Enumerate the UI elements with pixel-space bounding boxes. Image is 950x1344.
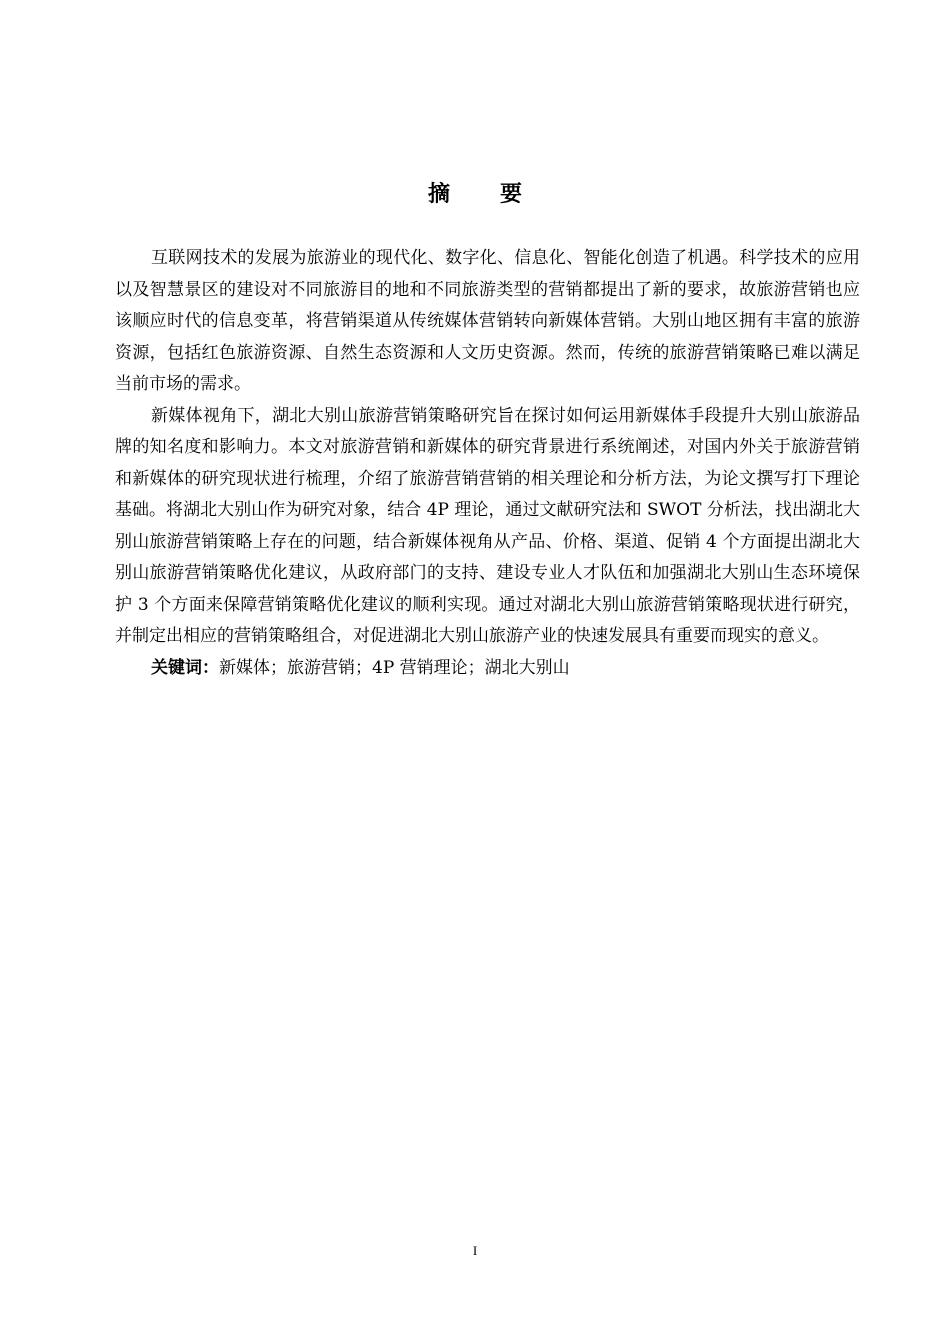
keywords-line xyxy=(115,653,860,685)
keywords-text: 新媒体；旅游营销；4P 营销理论；湖北大别山 xyxy=(219,657,570,678)
abstract-paragraph-1: 互联网技术的发展为旅游业的现代化、数字化、信息化、智能化创造了机遇。科学技术的应用以及智慧景区的建设对不同旅游目的地和不同旅游类型的营销都提出了新的要求，故旅游营销也应该顺应时代的信息变革，将营销渠道从传统媒体营销转向新媒体营销。大别山地区拥有丰富的旅游资源，包括红色旅游资源、自然生态资源和人文历史资源。然而，传统的旅游营销策略已难以满足当前市场的需求。 xyxy=(115,248,860,394)
page-number: I xyxy=(472,1243,478,1258)
abstract-title: 摘要 xyxy=(427,182,572,207)
abstract-body xyxy=(115,243,860,684)
keywords-label: 关键词： xyxy=(151,657,219,678)
abstract-paragraph-2: 新媒体视角下，湖北大别山旅游营销策略研究旨在探讨如何运用新媒体手段提升大别山旅游品牌的知名度和影响力。本文对旅游营销和新媒体的研究背景进行系统阐述，对国内外关于旅游营销和新媒体的研究现状进行梳理，介绍了旅游营销营销的相关理论和分析方法，为论文撰写打下理论基础。将湖北大别山作为研究对象，结合 4P 理论，通过文献研究法和 SWOT 分析法，找出湖北大别山旅游营销策略上存在的问题，结合新媒体视角从产品、价格、渠道、促销 4 个方面提出湖北大别山旅游营销策略优化建议，从政府部门的支持、建设专业人才队伍和加强湖北大别山生态环境保护 3 个方面来保障营销策略优化建议的顺利实现。通过对湖北大别山旅游营销策略现状进行研究，并制定出相应的营销策略组合，对促进湖北大别山旅游产业的快速发展具有重要而现实的意义。 xyxy=(115,405,860,646)
